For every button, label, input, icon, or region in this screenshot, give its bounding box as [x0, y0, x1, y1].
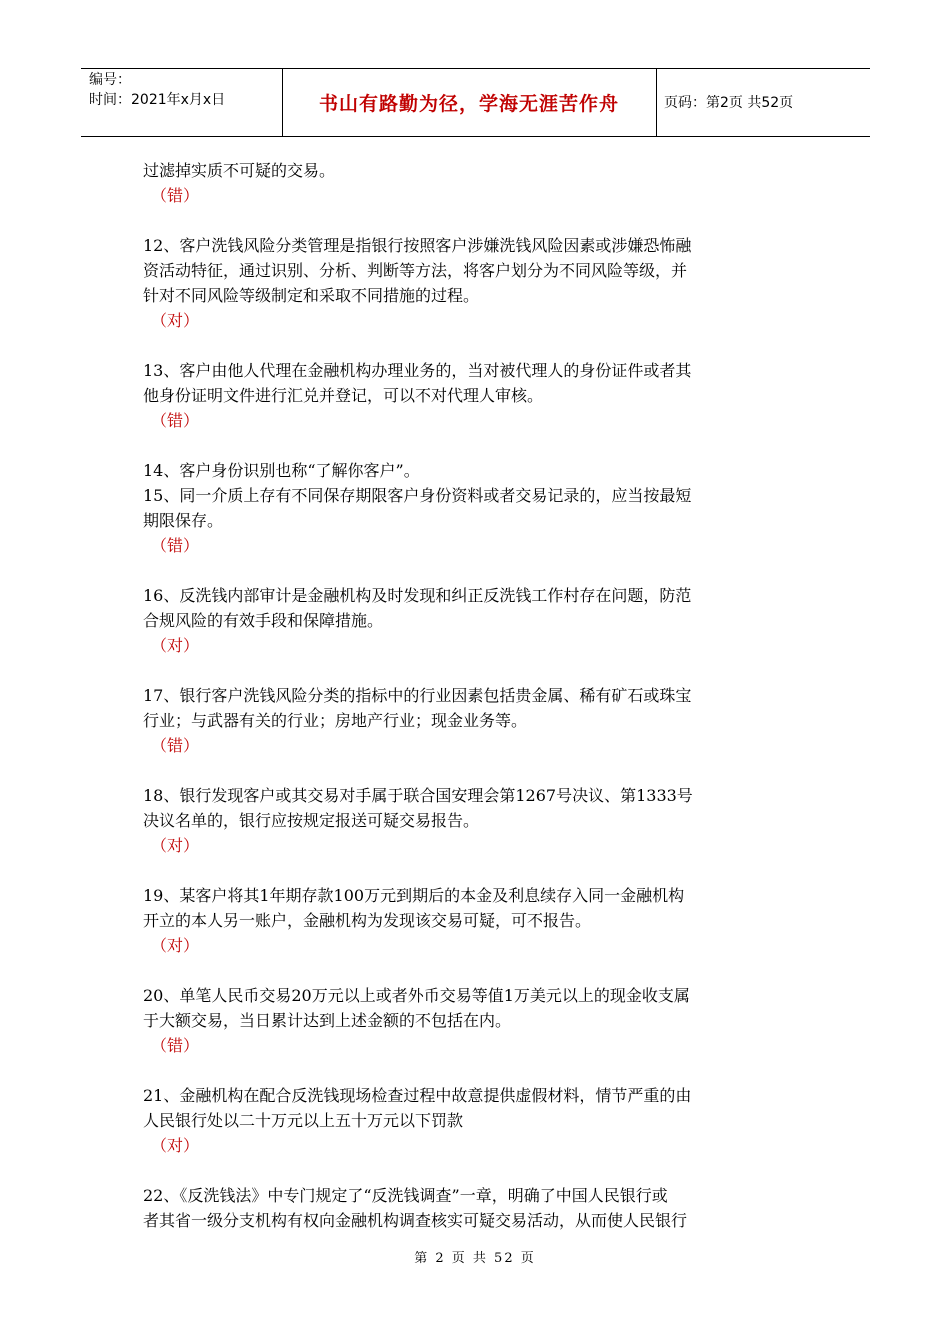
paragraph-gap — [143, 758, 813, 783]
question-text-line: 12、客户洗钱风险分类管理是指银行按照客户涉嫌洗钱风险因素或涉嫌恐怖融 — [143, 236, 692, 255]
header-motto: 书山有路勤为径，学海无涯苦作舟 — [318, 92, 619, 115]
answer-mark: （对） — [151, 836, 200, 855]
answer-mark: （错） — [151, 1036, 200, 1055]
header-divider-right — [656, 68, 657, 136]
question-text-line: 人民银行处以二十万元以上五十万元以下罚款 — [143, 1111, 464, 1130]
question-text-line: 他身份证明文件进行汇兑并登记，可以不对代理人审核。 — [143, 386, 544, 405]
question-text-line: 合规风险的有效手段和保障措施。 — [143, 611, 384, 630]
question-text-line: 行业；与武器有关的行业；房地产行业；现金业务等。 — [143, 711, 528, 730]
question-text-line: 决议名单的，银行应按规定报送可疑交易报告。 — [143, 811, 480, 830]
question-text-line: 开立的本人另一账户，金融机构为发现该交易可疑，可不报告。 — [143, 911, 592, 930]
question-text-line: 20、单笔人民币交易20万元以上或者外币交易等值1万美元以上的现金收支属 — [143, 986, 690, 1005]
paragraph-gap — [143, 1158, 813, 1183]
paragraph-gap — [143, 858, 813, 883]
question-block — [143, 1083, 813, 1158]
question-text-line: 15、同一介质上存有不同保存期限客户身份资料或者交易记录的，应当按最短 — [143, 486, 692, 505]
question-block — [143, 583, 813, 658]
question-text-line: 过滤掉实质不可疑的交易。 — [143, 161, 336, 180]
paragraph-gap — [143, 658, 813, 683]
answer-mark: （对） — [151, 1136, 200, 1155]
question-block — [143, 158, 813, 208]
question-block — [143, 983, 813, 1058]
question-block — [143, 1183, 813, 1233]
answer-mark: （错） — [151, 736, 200, 755]
question-text-line: 21、金融机构在配合反洗钱现场检查过程中故意提供虚假材料，情节严重的由 — [143, 1086, 692, 1105]
question-block — [143, 883, 813, 958]
answer-mark: （对） — [151, 636, 200, 655]
paragraph-gap — [143, 433, 813, 458]
answer-mark: （对） — [151, 311, 200, 330]
answer-mark: （错） — [151, 536, 200, 555]
header-bottom-rule — [81, 136, 870, 137]
time-label: 时间：2021年x月x日 — [89, 92, 226, 108]
question-text-line: 于大额交易，当日累计达到上述金额的不包括在内。 — [143, 1011, 512, 1030]
header-left-cell — [89, 70, 225, 110]
page-footer: 第 2 页 共 52 页 — [414, 1251, 536, 1266]
question-text-line: 针对不同风险等级制定和采取不同措施的过程。 — [143, 286, 480, 305]
answer-mark: （错） — [151, 411, 200, 430]
document-body — [143, 158, 813, 1233]
question-text-line: 者其省一级分支机构有权向金融机构调查核实可疑交易活动，从而使人民银行 — [143, 1211, 688, 1230]
question-text-line: 期限保存。 — [143, 511, 224, 530]
question-text-line: 13、客户由他人代理在金融机构办理业务的，当对被代理人的身份证件或者其 — [143, 361, 692, 380]
paragraph-gap — [143, 208, 813, 233]
question-block — [143, 683, 813, 758]
question-text-line: 18、银行发现客户或其交易对手属于联合国安理会第1267号决议、第1333号 — [143, 786, 693, 805]
question-block — [143, 458, 813, 558]
paragraph-gap — [143, 958, 813, 983]
question-text-line: 17、银行客户洗钱风险分类的指标中的行业因素包括贵金属、稀有矿石或珠宝 — [143, 686, 692, 705]
question-text-line: 22、《反洗钱法》中专门规定了“反洗钱调查”一章，明确了中国人民银行或 — [143, 1186, 668, 1205]
answer-mark: （对） — [151, 936, 200, 955]
question-block — [143, 233, 813, 333]
question-block — [143, 783, 813, 858]
question-block — [143, 358, 813, 433]
question-text-line: 14、客户身份识别也称“了解你客户”。 — [143, 461, 420, 480]
answer-mark: （错） — [151, 186, 200, 205]
question-text-line: 资活动特征，通过识别、分析、判断等方法，将客户划分为不同风险等级，并 — [143, 261, 688, 280]
header-page-code: 页码：第2页 共52页 — [664, 95, 794, 111]
paragraph-gap — [143, 1058, 813, 1083]
number-label: 编号： — [89, 72, 131, 88]
question-text-line: 16、反洗钱内部审计是金融机构及时发现和纠正反洗钱工作村存在问题，防范 — [143, 586, 692, 605]
paragraph-gap — [143, 558, 813, 583]
question-text-line: 19、某客户将其1年期存款100万元到期后的本金及利息续存入同一金融机构 — [143, 886, 685, 905]
paragraph-gap — [143, 333, 813, 358]
